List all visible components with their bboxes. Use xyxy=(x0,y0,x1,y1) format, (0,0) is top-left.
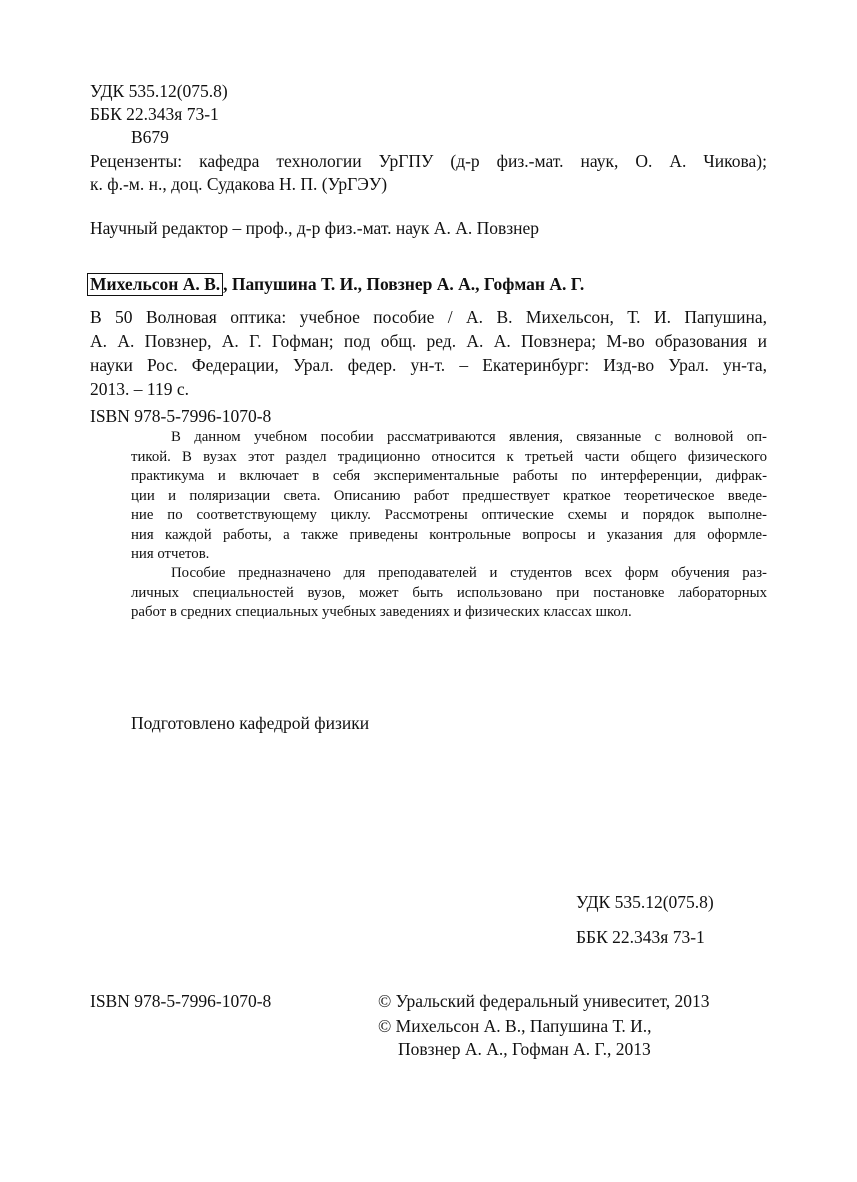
abstract-line: ния каждой работы, а также приведены контрольные вопросы и указания для оформле- xyxy=(131,526,767,543)
copyright-authors-cont: Повзнер А. А., Гофман А. Г., 2013 xyxy=(398,1039,651,1059)
abstract-line: тикой. В вузах этот раздел традиционно относится к третьей части общего физического xyxy=(131,448,767,465)
abstract-line: практикума и включает в себя экспериментальные работы по интерференции, дифрак- xyxy=(131,468,767,484)
other-authors: , Папушина Т. И., Повзнер А. А., Гофман А. Г. xyxy=(223,274,585,294)
abstract-paragraph-2 xyxy=(131,564,767,623)
bibliography-line: В 50 Волновая оптика: учебное пособие / А. В. Михельсон, Т. И. Папушина, xyxy=(90,307,767,327)
copyright-authors: © Михельсон А. В., Папушина Т. И., xyxy=(378,1016,652,1036)
bibliographic-description xyxy=(90,305,767,401)
scientific-editor: Научный редактор – проф., д-р физ.-мат. наук А. А. Повзнер xyxy=(90,218,540,238)
footer-bbk: ББК 22.343я 73-1 xyxy=(576,927,705,947)
abstract-line: работ в средних специальных учебных заведениях и физических классах школ. xyxy=(131,604,632,620)
abstract-line: личных специальностей вузов, может быть использовано при постановке лабораторных xyxy=(131,584,767,601)
isbn-top: ISBN 978-5-7996-1070-8 xyxy=(90,406,272,426)
udk-code: УДК 535.12(075.8) xyxy=(90,81,228,101)
bibliography-line: науки Рос. Федерации, Урал. федер. ун-т. – Екатеринбург: Изд-во Урал. ун-та, xyxy=(90,355,767,375)
abstract-line: Пособие предназначено для преподавателей и студентов всех форм обучения раз- xyxy=(171,565,767,581)
abstract-line: В данном учебном пособии рассматриваются явления, связанные с волновой оп- xyxy=(171,429,767,445)
bibliography-line: 2013. – 119 с. xyxy=(90,379,189,399)
bibliography-line: А. А. Повзнер, А. Г. Гофман; под общ. ред. А. А. Повзнера; М-во образования и xyxy=(90,331,767,351)
bbk-code: ББК 22.343я 73-1 xyxy=(90,104,219,124)
authors-line xyxy=(90,272,584,296)
reviewers-line-1: Рецензенты: кафедра технологии УрГПУ (д-р физ.-мат. наук, О. А. Чикова); xyxy=(90,151,767,171)
abstract-paragraph-1 xyxy=(131,428,767,565)
footer-isbn: ISBN 978-5-7996-1070-8 xyxy=(90,991,272,1011)
prepared-by: Подготовлено кафедрой физики xyxy=(131,713,370,733)
abstract-line: ния отчетов. xyxy=(131,546,210,562)
footer-udk: УДК 535.12(075.8) xyxy=(576,892,714,912)
author-mark: В679 xyxy=(131,127,169,147)
first-author-box: Михельсон А. В. xyxy=(87,273,223,296)
reviewers-line-2: к. ф.-м. н., доц. Судакова Н. П. (УрГЭУ) xyxy=(90,174,388,194)
copyright-university: © Уральский федеральный унивеситет, 2013 xyxy=(378,991,710,1011)
abstract-line: ции и поляризации света. Описанию работ предшествует краткое теоретическое введе- xyxy=(131,487,767,504)
abstract-line: ние по соответствующему циклу. Рассмотрены оптические схемы и порядок выполне- xyxy=(131,507,767,523)
